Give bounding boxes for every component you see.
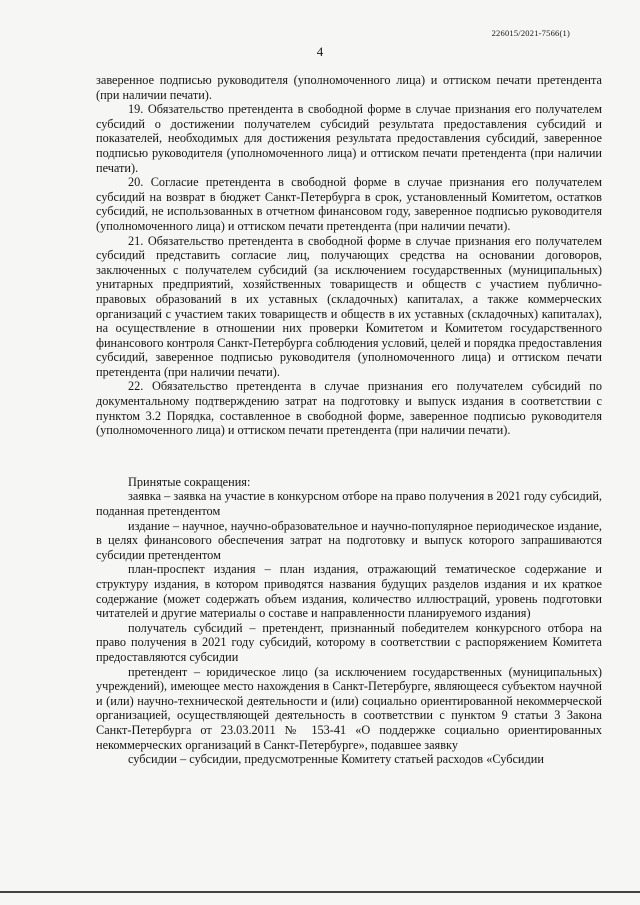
paragraph-continuation: заверенное подписью руководителя (уполномоченного лица) и оттиском печати претендента (при наличии печати). [96, 73, 602, 102]
document-body [96, 73, 602, 767]
definition-izdanie: издание – научное, научно-образовательное и научно-популярное периодическое издание, в целях финансового обеспечения затрат на подготовку и выпуск которого запрашиваются субсидии претендентом [96, 518, 602, 562]
definition-subsidii: субсидии – субсидии, предусмотренные Комитету статьей расходов «Субсидии [128, 752, 544, 767]
document-number: 226015/2021-7566(1) [491, 28, 570, 38]
paragraph-item-21: 21. Обязательство претендента в свободной форме в случае признания его получателем субсидий представить согласие лиц, получающих средства на основании договоров, заключенных с получателем субсидий (за исключением государственных (муниципальных) унитарных предприятий, хозяйственных товариществ и обществ с участием публично-правовых образований в их уставных (складочных) капиталах, а также коммерческих организаций с участием таких товариществ и обществ в их уставных (складочных) капиталах), на осуществление в отношении них проверки Комитетом и Комитетом государственного финансового контроля Санкт-Петербурга соблюдения условий, целей и порядка предоставления субсидий, заверенное подписью руководителя (уполномоченного лица) и оттиском печати претендента (при наличии печати). [96, 233, 602, 379]
definition-poluchatel: получатель субсидий – претендент, признанный победителем конкурсного отбора на право получения в 2021 году субсидий, которому в соответствии с распоряжением Комитета предоставляются субсидии [96, 620, 602, 664]
paragraph-item-19: 19. Обязательство претендента в свободной форме в случае признания его получателем субсидий о достижении получателем субсидий результата предоставления субсидий и показателей, необходимых для достижения результата предоставления субсидий, заверенное подписью руководителя (уполномоченного лица) и оттиском печати претендента (при наличии печати). [96, 102, 602, 175]
abbreviations-heading: Принятые сокращения: [128, 474, 251, 489]
paragraph-item-22: 22. Обязательство претендента в случае признания его получателем субсидий по документальному подтверждению затрат на подготовку и выпуск издания в соответствии с пунктом 3.2 Порядка, составленное в свободной форме, заверенное подписью руководителя (уполномоченного лица) и оттиском печати претендента (при наличии печати). [96, 379, 602, 438]
definition-pretendent: претендент – юридическое лицо (за исключением государственных (муниципальных) учреждений), имеющее место нахождения в Санкт-Петербурге, являющееся субъектом научной и (или) научно-технической деятельности и (или) социально ориентированной некоммерческой организацией, осуществляющей деятельность в соответствии с пунктом 9 статьи 3 Закона Санкт-Петербурга от 23.03.2011 № 153-41 «О поддержке социально ориентированных некоммерческих организаций в Санкт-Петербурге», подавшее заявку [96, 664, 602, 752]
definition-zayavka: заявка – заявка на участие в конкурсном отборе на право получения в 2021 году субсидий, поданная претендентом [96, 489, 602, 519]
page-number: 4 [316, 44, 324, 59]
paragraph-item-20: 20. Согласие претендента в свободной форме в случае признания его получателем субсидий на возврат в бюджет Санкт-Петербурга в срок, установленный Комитетом, остатков субсидий, не использованных в отчетном финансовом году, заверенное подписью руководителя (уполномоченного лица) и оттиском печати претендента (при наличии печати). [96, 175, 602, 233]
scan-edge-line [0, 891, 640, 893]
definition-plan-prospekt: план-проспект издания – план издания, отражающий тематическое содержание и структуру издания, в котором приводятся названия будущих разделов издания и их краткое содержание (может содержать объем издания, количество иллюстраций, уровень подготовки читателей и другие материалы о составе и направленности планируемого издания) [96, 562, 602, 621]
